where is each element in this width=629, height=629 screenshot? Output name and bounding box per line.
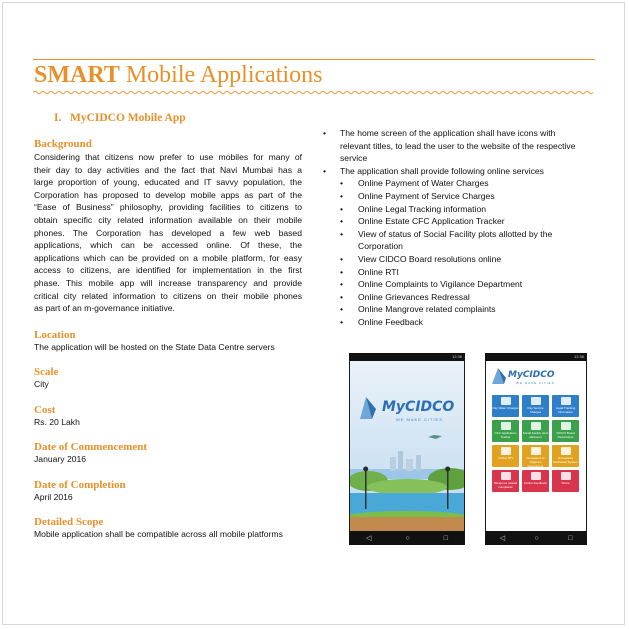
- phone-home-screenshot: [485, 353, 587, 545]
- android-nav-bar: [349, 531, 465, 545]
- bullet: •: [340, 203, 344, 214]
- back-icon[interactable]: ◁: [499, 535, 506, 542]
- tile-label: Pay Service Charges: [527, 406, 544, 414]
- android-nav-bar: [485, 531, 587, 545]
- cost-heading: Cost: [34, 404, 56, 416]
- paragraph-line: critical city related information to citizens on their mobile phones: [34, 290, 302, 301]
- home-menu-screen: [486, 361, 586, 531]
- bullet: •: [340, 304, 344, 315]
- paragraph-line: access to citizens, are identified for implementation in the first: [34, 265, 302, 276]
- tile-vigilance-complaints[interactable]: [522, 445, 549, 467]
- paragraph-line: as part of an m-governance initiative.: [34, 303, 175, 314]
- paragraph-line: applications which can be provided on a mobile platform, for easy: [34, 252, 302, 263]
- list-item: [323, 165, 595, 178]
- tile-pay-service-charges[interactable]: [522, 395, 549, 417]
- title-top-rule: [33, 59, 595, 60]
- home-icon[interactable]: ○: [405, 534, 410, 542]
- app-logo-icon: [492, 368, 506, 384]
- document-icon: [561, 422, 571, 430]
- paragraph-line: their day to day activities and the fact that Navi Mumbai has a: [34, 164, 302, 175]
- bullet: •: [323, 165, 327, 176]
- section-heading: I. MyCIDCO Mobile App: [54, 112, 186, 124]
- status-time: 12:36: [451, 354, 462, 359]
- tile-online-rti[interactable]: [492, 445, 519, 467]
- bullet: •: [340, 291, 344, 302]
- list-item-text: relevant titles, to lead the user to the website of the respective: [340, 140, 576, 151]
- service-icon: [531, 397, 541, 405]
- feedback-icon: [531, 472, 541, 480]
- background-heading: Background: [34, 138, 92, 150]
- splash-screen: [350, 361, 464, 531]
- list-item: [323, 266, 595, 279]
- paragraph-line: obtain specific city related information available on their mobile: [34, 214, 302, 225]
- plots-icon: [531, 422, 541, 430]
- tile-board-resolutions[interactable]: [552, 420, 579, 442]
- app-tagline: WE MAKE CITIES: [396, 417, 443, 422]
- list-item-text: The application shall provide following online services: [340, 165, 544, 176]
- list-item-text: View of status of Social Facility plots allotted by the: [358, 228, 553, 239]
- scale-text: City: [34, 379, 49, 389]
- list-item: [323, 303, 595, 316]
- list-item-text: Online Grievances Redressal: [358, 291, 470, 302]
- list-item-text: The home screen of the application shall have icons with: [340, 128, 556, 138]
- commencement-text: January 2016: [34, 454, 87, 464]
- tile-label: CFC Application Tracker: [494, 431, 517, 439]
- bullet: •: [340, 178, 344, 189]
- list-item: [323, 203, 595, 216]
- list-item: [323, 177, 595, 190]
- list-item: [323, 316, 595, 329]
- completion-text: April 2016: [34, 492, 73, 502]
- recents-icon[interactable]: □: [443, 534, 448, 542]
- page-title: SMART Mobile Applications: [34, 62, 323, 88]
- list-item: [323, 215, 595, 228]
- tile-share[interactable]: [552, 470, 579, 492]
- list-item-text: View CIDCO Board resolutions online: [358, 253, 502, 264]
- list-item: [323, 228, 595, 241]
- paragraph-line: Considering that citizens now prefer to use mobiles for many of: [34, 152, 302, 162]
- location-text: The application will be hosted on the State Data Centre servers: [34, 342, 275, 352]
- list-item: [323, 278, 595, 291]
- status-time: 12:36: [573, 354, 584, 359]
- water-icon: [501, 397, 511, 405]
- bullet: •: [323, 128, 327, 138]
- mangrove-icon: [501, 472, 511, 480]
- list-item-continuation: [323, 240, 595, 253]
- tile-label: Online RTI: [498, 456, 513, 460]
- list-item-text: Online Feedback: [358, 316, 423, 327]
- cost-text: Rs. 20 Lakh: [34, 417, 80, 427]
- tracker-icon: [501, 422, 511, 430]
- list-item-text: Corporation: [358, 241, 403, 252]
- tile-label: Grievances Redressal System: [553, 456, 578, 464]
- list-item: [323, 127, 595, 165]
- legal-icon: [561, 397, 571, 405]
- bullet: •: [340, 266, 344, 277]
- tile-mangrove-complaints[interactable]: [492, 470, 519, 492]
- bullet: •: [340, 190, 344, 201]
- tile-feedback[interactable]: [522, 470, 549, 492]
- home-icon[interactable]: ○: [534, 534, 539, 542]
- list-item: [323, 190, 595, 203]
- scope-heading: Detailed Scope: [34, 516, 104, 528]
- list-item-text: service: [340, 153, 368, 164]
- list-item: [323, 291, 595, 304]
- tile-label: Social Facility plots allotment: [522, 431, 549, 439]
- paragraph-line: applications, which can be accessed online. Of these, the: [34, 240, 302, 251]
- app-logo: MyCIDCO: [382, 399, 455, 415]
- title-wavy-rule: [33, 90, 595, 95]
- complaint-icon: [531, 447, 541, 455]
- tile-label: Online Feedback: [524, 481, 547, 485]
- paragraph-line: phones. The Corporation has developed a few web based: [34, 227, 302, 238]
- paragraph-line: Corporation has proposed to develop mobile apps as part of the: [34, 189, 302, 200]
- tile-social-facility[interactable]: [522, 420, 549, 442]
- tile-legal-tracking[interactable]: [552, 395, 579, 417]
- tile-grievances[interactable]: [552, 445, 579, 467]
- list-item-text: Online Mangrove related complaints: [358, 304, 496, 315]
- grievance-icon: [561, 447, 571, 455]
- list-item: [323, 253, 595, 266]
- list-item-text: Online Estate CFC Application Tracker: [358, 216, 505, 227]
- list-item-text: Online Payment of Service Charges: [358, 190, 495, 201]
- tile-label: Pay Water Charges: [492, 406, 519, 410]
- background-paragraph: [34, 151, 302, 315]
- city-skyline-illustration: [350, 361, 464, 531]
- list-item-text: Online Complaints to Vigilance Department: [358, 279, 523, 290]
- bullet: •: [340, 316, 344, 327]
- tile-pay-water-charges[interactable]: [492, 395, 519, 417]
- tile-label: Legal Tracking Information: [555, 406, 576, 414]
- scope-text: Mobile application shall be compatible across all mobile platforms: [34, 529, 283, 539]
- tile-label: Share: [561, 481, 570, 485]
- tile-label: CIDCO Board Resolutions: [556, 431, 575, 439]
- tile-label: Mangrove related complaints: [493, 481, 518, 489]
- phone-splash-screenshot: [349, 353, 465, 545]
- bullet: •: [340, 216, 344, 227]
- app-logo: MyCIDCO: [508, 370, 555, 380]
- paragraph-line: “Ease of Business” philosophy, providing facilities to citizens to: [34, 202, 302, 213]
- features-list: [323, 127, 595, 329]
- location-heading: Location: [34, 329, 76, 341]
- share-icon: [561, 472, 571, 480]
- tile-label: Complaints to Vigilance Department: [526, 456, 545, 468]
- paragraph-line: large proportion of young, educated and IT savvy population, the: [34, 177, 302, 188]
- tile-cfc-tracker[interactable]: [492, 420, 519, 442]
- status-bar: [349, 353, 465, 361]
- bullet: •: [340, 279, 344, 290]
- back-icon[interactable]: ◁: [366, 535, 372, 542]
- list-item-text: Online RTI: [358, 266, 399, 277]
- app-tagline: WE MAKE CITIES: [516, 381, 555, 385]
- status-bar: [485, 353, 587, 361]
- list-item-text: Online Payment of Water Charges: [358, 178, 489, 189]
- list-item-text: Online Legal Tracking information: [358, 203, 487, 214]
- completion-heading: Date of Completion: [34, 479, 126, 491]
- bullet: •: [340, 253, 344, 264]
- paragraph-line: phase. This mobile app will increase transparency and provide: [34, 277, 302, 288]
- info-icon: [501, 447, 511, 455]
- commencement-heading: Date of Commencement: [34, 441, 148, 453]
- recents-icon[interactable]: □: [568, 534, 573, 542]
- scale-heading: Scale: [34, 366, 59, 378]
- bullet: •: [340, 228, 344, 239]
